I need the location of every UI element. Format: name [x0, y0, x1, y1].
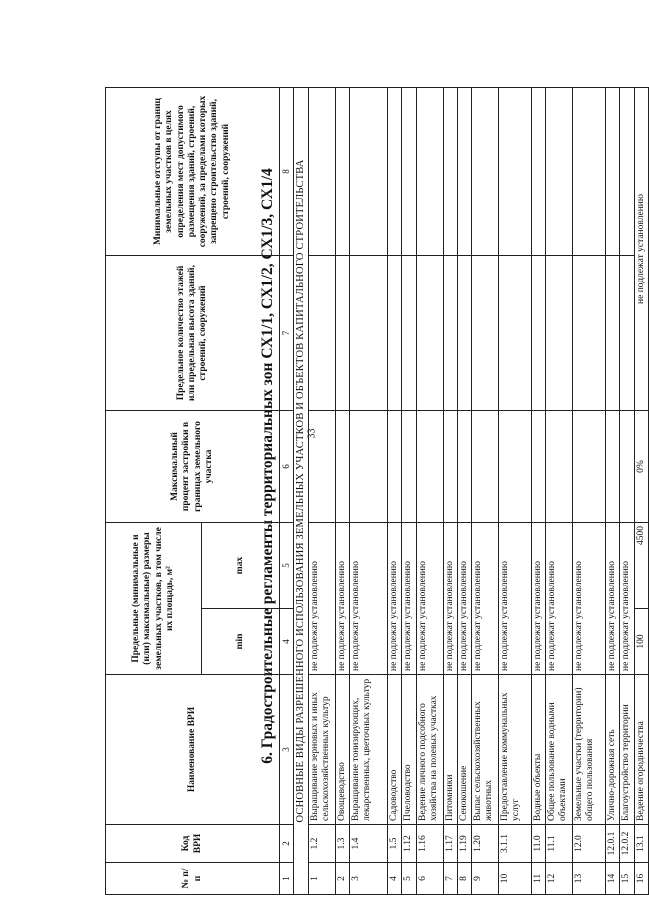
row-percent — [457, 411, 471, 523]
row-code: 1.17 — [443, 825, 457, 863]
row-name: Благоустройство территории — [620, 675, 634, 825]
row-floors — [308, 256, 335, 411]
row-floors-setbacks: не подлежат установлению — [634, 88, 648, 411]
row-number: 4 — [388, 863, 402, 895]
row-setbacks — [457, 88, 471, 256]
table-row — [573, 88, 606, 895]
row-name: Питомники — [443, 675, 457, 825]
row-number: 10 — [499, 863, 532, 895]
row-size: не подлежат установлению — [388, 523, 402, 675]
row-name: Земельные участки (территории) общего пользования — [573, 675, 606, 825]
row-code: 13.1 — [634, 825, 648, 863]
header-min: min — [202, 609, 280, 675]
row-size: не подлежат установлению — [573, 523, 606, 675]
table-row — [308, 88, 335, 895]
row-size: не подлежат установлению — [350, 523, 388, 675]
row-setbacks — [546, 88, 573, 256]
column-number: 5 — [280, 523, 294, 609]
page-number: 33 — [306, 428, 318, 439]
table-row — [546, 88, 573, 895]
table-row — [335, 88, 349, 895]
table-row — [443, 88, 457, 895]
row-name: Сенокошение — [457, 675, 471, 825]
row-size: не подлежат установлению — [443, 523, 457, 675]
row-max: 4500 — [634, 523, 648, 609]
column-number: 8 — [280, 88, 294, 256]
row-number: 9 — [472, 863, 499, 895]
table-row — [634, 88, 648, 895]
row-percent — [573, 411, 606, 523]
row-percent — [499, 411, 532, 523]
row-size: не подлежат установлению — [620, 523, 634, 675]
row-number: 12 — [546, 863, 573, 895]
row-size: не подлежат установлению — [532, 523, 546, 675]
section-title: ОСНОВНЫЕ ВИДЫ РАЗРЕШЕННОГО ИСПОЛЬЗОВАНИЯ ЗЕМЕЛЬНЫХ УЧАСТКОВ И ОБЪЕКТОВ КАПИТАЛЬНОГО СТРОИТЕЛЬСТВА — [293, 88, 308, 895]
row-size: не подлежат установлению — [606, 523, 620, 675]
row-percent — [546, 411, 573, 523]
row-name: Выращивание зерновых и иных сельскохозяйственных культур — [308, 675, 335, 825]
row-floors — [388, 256, 402, 411]
row-floors — [457, 256, 471, 411]
header-name: Наименование ВРИ — [106, 675, 280, 825]
row-setbacks — [532, 88, 546, 256]
row-floors — [472, 256, 499, 411]
row-name: Ведение огородничества — [634, 675, 648, 825]
column-number: 6 — [280, 411, 294, 523]
row-code: 3.1.1 — [499, 825, 532, 863]
row-floors — [416, 256, 443, 411]
row-number: 11 — [532, 863, 546, 895]
row-size: не подлежат установлению — [472, 523, 499, 675]
row-setbacks — [350, 88, 388, 256]
row-percent — [308, 411, 335, 523]
row-name: Выращивание тонизирующих, лекарственных, цветочных культур — [350, 675, 388, 825]
row-number: 3 — [350, 863, 388, 895]
row-code: 11.1 — [546, 825, 573, 863]
row-size: не подлежат установлению — [457, 523, 471, 675]
rotated-table-area — [105, 88, 646, 895]
row-setbacks — [472, 88, 499, 256]
row-percent — [620, 411, 634, 523]
row-name: Общее пользование водными объектами — [546, 675, 573, 825]
column-number: 4 — [280, 609, 294, 675]
row-floors — [532, 256, 546, 411]
row-setbacks — [402, 88, 416, 256]
row-setbacks — [416, 88, 443, 256]
header-max: max — [202, 523, 280, 609]
header-code: Код ВРИ — [106, 825, 280, 863]
row-size: не подлежат установлению — [499, 523, 532, 675]
row-setbacks — [620, 88, 634, 256]
row-number: 7 — [443, 863, 457, 895]
table-row — [499, 88, 532, 895]
row-percent — [416, 411, 443, 523]
row-size: не подлежат установлению — [335, 523, 349, 675]
row-size: не подлежат установлению — [546, 523, 573, 675]
row-size: не подлежат установлению — [402, 523, 416, 675]
row-percent — [402, 411, 416, 523]
row-setbacks — [335, 88, 349, 256]
regulations-table — [105, 87, 649, 895]
column-number: 1 — [280, 863, 294, 895]
row-percent — [443, 411, 457, 523]
row-number: 15 — [620, 863, 634, 895]
row-setbacks — [388, 88, 402, 256]
row-floors — [620, 256, 634, 411]
row-percent — [388, 411, 402, 523]
row-floors — [499, 256, 532, 411]
section-row — [293, 88, 308, 895]
table-row — [620, 88, 634, 895]
row-min: 100 — [634, 609, 648, 675]
row-code: 1.3 — [335, 825, 349, 863]
column-number: 7 — [280, 256, 294, 411]
row-number: 1 — [308, 863, 335, 895]
table-row — [606, 88, 620, 895]
row-floors — [402, 256, 416, 411]
header-number: № п/п — [106, 863, 280, 895]
row-name: Выпас сельскохозяйственных животных — [472, 675, 499, 825]
row-code: 12.0 — [573, 825, 606, 863]
row-percent — [472, 411, 499, 523]
table-row — [416, 88, 443, 895]
table-row — [532, 88, 546, 895]
page-heading: 6. Градостроительные регламенты территориальных зон СХ1/1, СХ1/2, СХ1/3, СХ1/4 — [259, 168, 276, 764]
column-number: 2 — [280, 825, 294, 863]
row-number: 6 — [416, 863, 443, 895]
row-code: 12.0.1 — [606, 825, 620, 863]
row-name: Предоставление коммунальных услуг — [499, 675, 532, 825]
header-setbacks: Минимальные отступы от границ земельных участков в целях определения мест допустимого размещения зданий, строений, сооружений, за пределами которых запрещено строительство зданий, строений, сооружений — [106, 88, 280, 256]
row-code: 1.12 — [402, 825, 416, 863]
row-floors — [350, 256, 388, 411]
row-setbacks — [443, 88, 457, 256]
row-name: Водные объекты — [532, 675, 546, 825]
row-number: 16 — [634, 863, 648, 895]
row-number: 8 — [457, 863, 471, 895]
row-name: Ведение личного подсобного хозяйства на полевых участках — [416, 675, 443, 825]
header-floors: Предельное количество этажей или предельная высота зданий, строений, сооружений — [106, 256, 280, 411]
row-number: 2 — [335, 863, 349, 895]
row-code: 1.16 — [416, 825, 443, 863]
row-name: Садоводство — [388, 675, 402, 825]
table-row — [402, 88, 416, 895]
row-floors — [335, 256, 349, 411]
row-setbacks — [308, 88, 335, 256]
row-size: не подлежат установлению — [416, 523, 443, 675]
row-code: 1.20 — [472, 825, 499, 863]
row-code: 1.5 — [388, 825, 402, 863]
row-floors — [443, 256, 457, 411]
column-numbers-row — [280, 88, 294, 895]
row-percent — [532, 411, 546, 523]
row-code: 1.19 — [457, 825, 471, 863]
row-code: 12.0.2 — [620, 825, 634, 863]
row-number: 13 — [573, 863, 606, 895]
row-name: Улично-дорожная сеть — [606, 675, 620, 825]
row-setbacks — [499, 88, 532, 256]
row-percent — [350, 411, 388, 523]
row-percent — [335, 411, 349, 523]
row-size: не подлежат установлению — [308, 523, 335, 675]
row-number: 14 — [606, 863, 620, 895]
table-row — [472, 88, 499, 895]
column-number: 3 — [280, 675, 294, 825]
row-name: Овощеводство — [335, 675, 349, 825]
row-floors — [546, 256, 573, 411]
row-code: 11.0 — [532, 825, 546, 863]
row-code: 1.2 — [308, 825, 335, 863]
row-floors — [606, 256, 620, 411]
row-floors — [573, 256, 606, 411]
row-name: Пчеловодство — [402, 675, 416, 825]
row-number: 5 — [402, 863, 416, 895]
table-row — [457, 88, 471, 895]
table-row — [350, 88, 388, 895]
row-setbacks — [573, 88, 606, 256]
row-percent: 0% — [634, 411, 648, 523]
table-row — [388, 88, 402, 895]
header-size: Предельные (минимальные и (или) максимальные) размеры земельных участков, в том числе их площадь, м² — [106, 523, 202, 675]
row-setbacks — [606, 88, 620, 256]
header-percent: Максимальный процент застройки в границах земельного участка — [106, 411, 280, 523]
row-percent — [606, 411, 620, 523]
row-code: 1.4 — [350, 825, 388, 863]
